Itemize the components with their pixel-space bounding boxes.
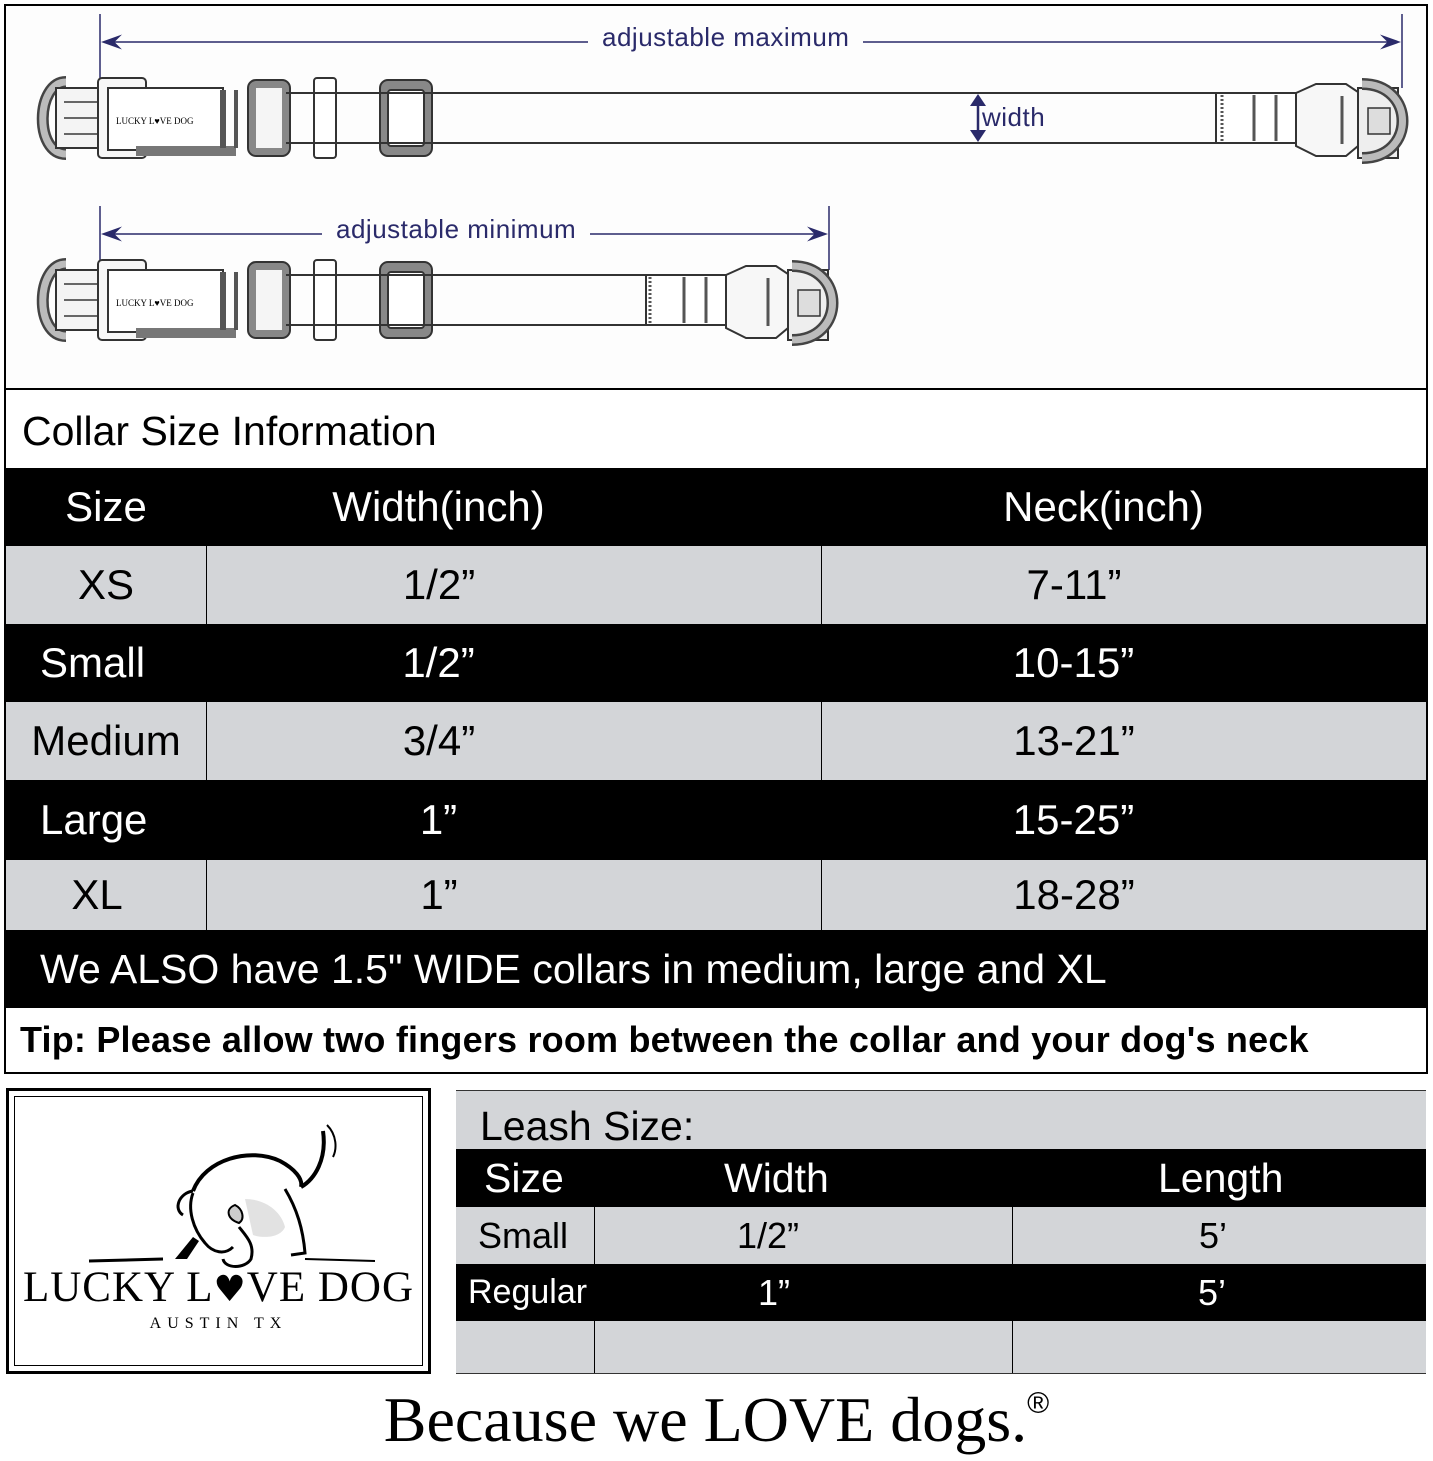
- header-size: Size: [484, 1154, 564, 1201]
- cell-width: 3/4”: [206, 702, 821, 780]
- cell-width: 1/2”: [206, 546, 821, 624]
- header-length: Length: [1158, 1154, 1284, 1201]
- leash-table-title: Leash Size:: [480, 1103, 695, 1149]
- cell-width: 1/2”: [402, 639, 475, 686]
- cell-size: Small: [40, 639, 146, 686]
- dog-icon: [75, 1119, 375, 1269]
- leash-row-small: [456, 1207, 1426, 1264]
- cell-width: [594, 1321, 1012, 1373]
- cell-neck: 18-28”: [821, 860, 1426, 930]
- cell-size: Regular: [468, 1273, 588, 1311]
- registered-mark: ®: [1027, 1387, 1050, 1420]
- logo-location: AUSTIN TX: [149, 1315, 288, 1332]
- cell-length: 5’: [1198, 1271, 1227, 1313]
- cell-size: Small: [478, 1214, 569, 1256]
- fit-tip: Tip: Please allow two fingers room between the collar and your dog's neck: [6, 1008, 1426, 1072]
- leash-row-empty: [456, 1321, 1426, 1373]
- header-width: Width: [724, 1154, 829, 1201]
- collar-diagram: [6, 6, 1426, 388]
- cell-length: [1012, 1321, 1426, 1373]
- collar-table-title: Collar Size Information: [22, 408, 437, 454]
- cell-neck: 10-15”: [1012, 639, 1135, 686]
- collar-row-xl: [6, 860, 1426, 930]
- header-size: Size: [65, 483, 147, 530]
- collar-row-medium: [6, 702, 1426, 780]
- cell-neck: 7-11”: [821, 546, 1426, 624]
- adjustable-maximum-label: adjustable maximum: [588, 22, 863, 53]
- collar-row-large: [6, 780, 1426, 860]
- cell-width: 1”: [419, 796, 458, 843]
- leash-table-header: [456, 1149, 1426, 1207]
- logo-brand-name: LUCKY L♥VE DOG: [22, 1264, 415, 1311]
- collar-row-small: [6, 624, 1426, 702]
- collar-row-xs: [6, 546, 1426, 624]
- cell-width: 1/2”: [594, 1207, 1012, 1264]
- header-width: Width(inch): [332, 483, 545, 530]
- leash-row-regular: [456, 1264, 1426, 1321]
- header-neck: Neck(inch): [1003, 483, 1204, 530]
- collar-table-header: [6, 468, 1426, 546]
- width-label: width: [982, 102, 1046, 132]
- collar-size-chart: [4, 4, 1428, 1074]
- cell-neck: 15-25”: [1012, 796, 1135, 843]
- cell-size: Large: [40, 796, 148, 843]
- cell-size: Medium: [31, 717, 181, 764]
- brand-logo: [6, 1088, 431, 1374]
- logo-inner-frame: [14, 1096, 423, 1366]
- wide-collar-note: We ALSO have 1.5" WIDE collars in medium, large and XL: [6, 930, 1426, 1008]
- heart-icon: ♥: [213, 1269, 247, 1310]
- cell-size: XL: [71, 871, 123, 918]
- cell-size: XS: [77, 561, 135, 608]
- collar-tag-brand-max: LUCKY L♥VE DOG: [116, 116, 194, 126]
- cell-width: 1”: [758, 1271, 791, 1313]
- adjustable-minimum-label: adjustable minimum: [322, 214, 590, 245]
- cell-length: 5’: [1012, 1207, 1426, 1264]
- collar-title-row: [6, 388, 1426, 470]
- cell-neck: 13-21”: [821, 702, 1426, 780]
- cell-size: [456, 1321, 594, 1373]
- collar-illustration: [6, 6, 1426, 388]
- cell-width: 1”: [206, 860, 821, 930]
- collar-tag-brand-min: LUCKY L♥VE DOG: [116, 298, 194, 308]
- brand-tagline: Because we LOVE dogs.®: [383, 1384, 1050, 1455]
- leash-size-table: [456, 1090, 1426, 1374]
